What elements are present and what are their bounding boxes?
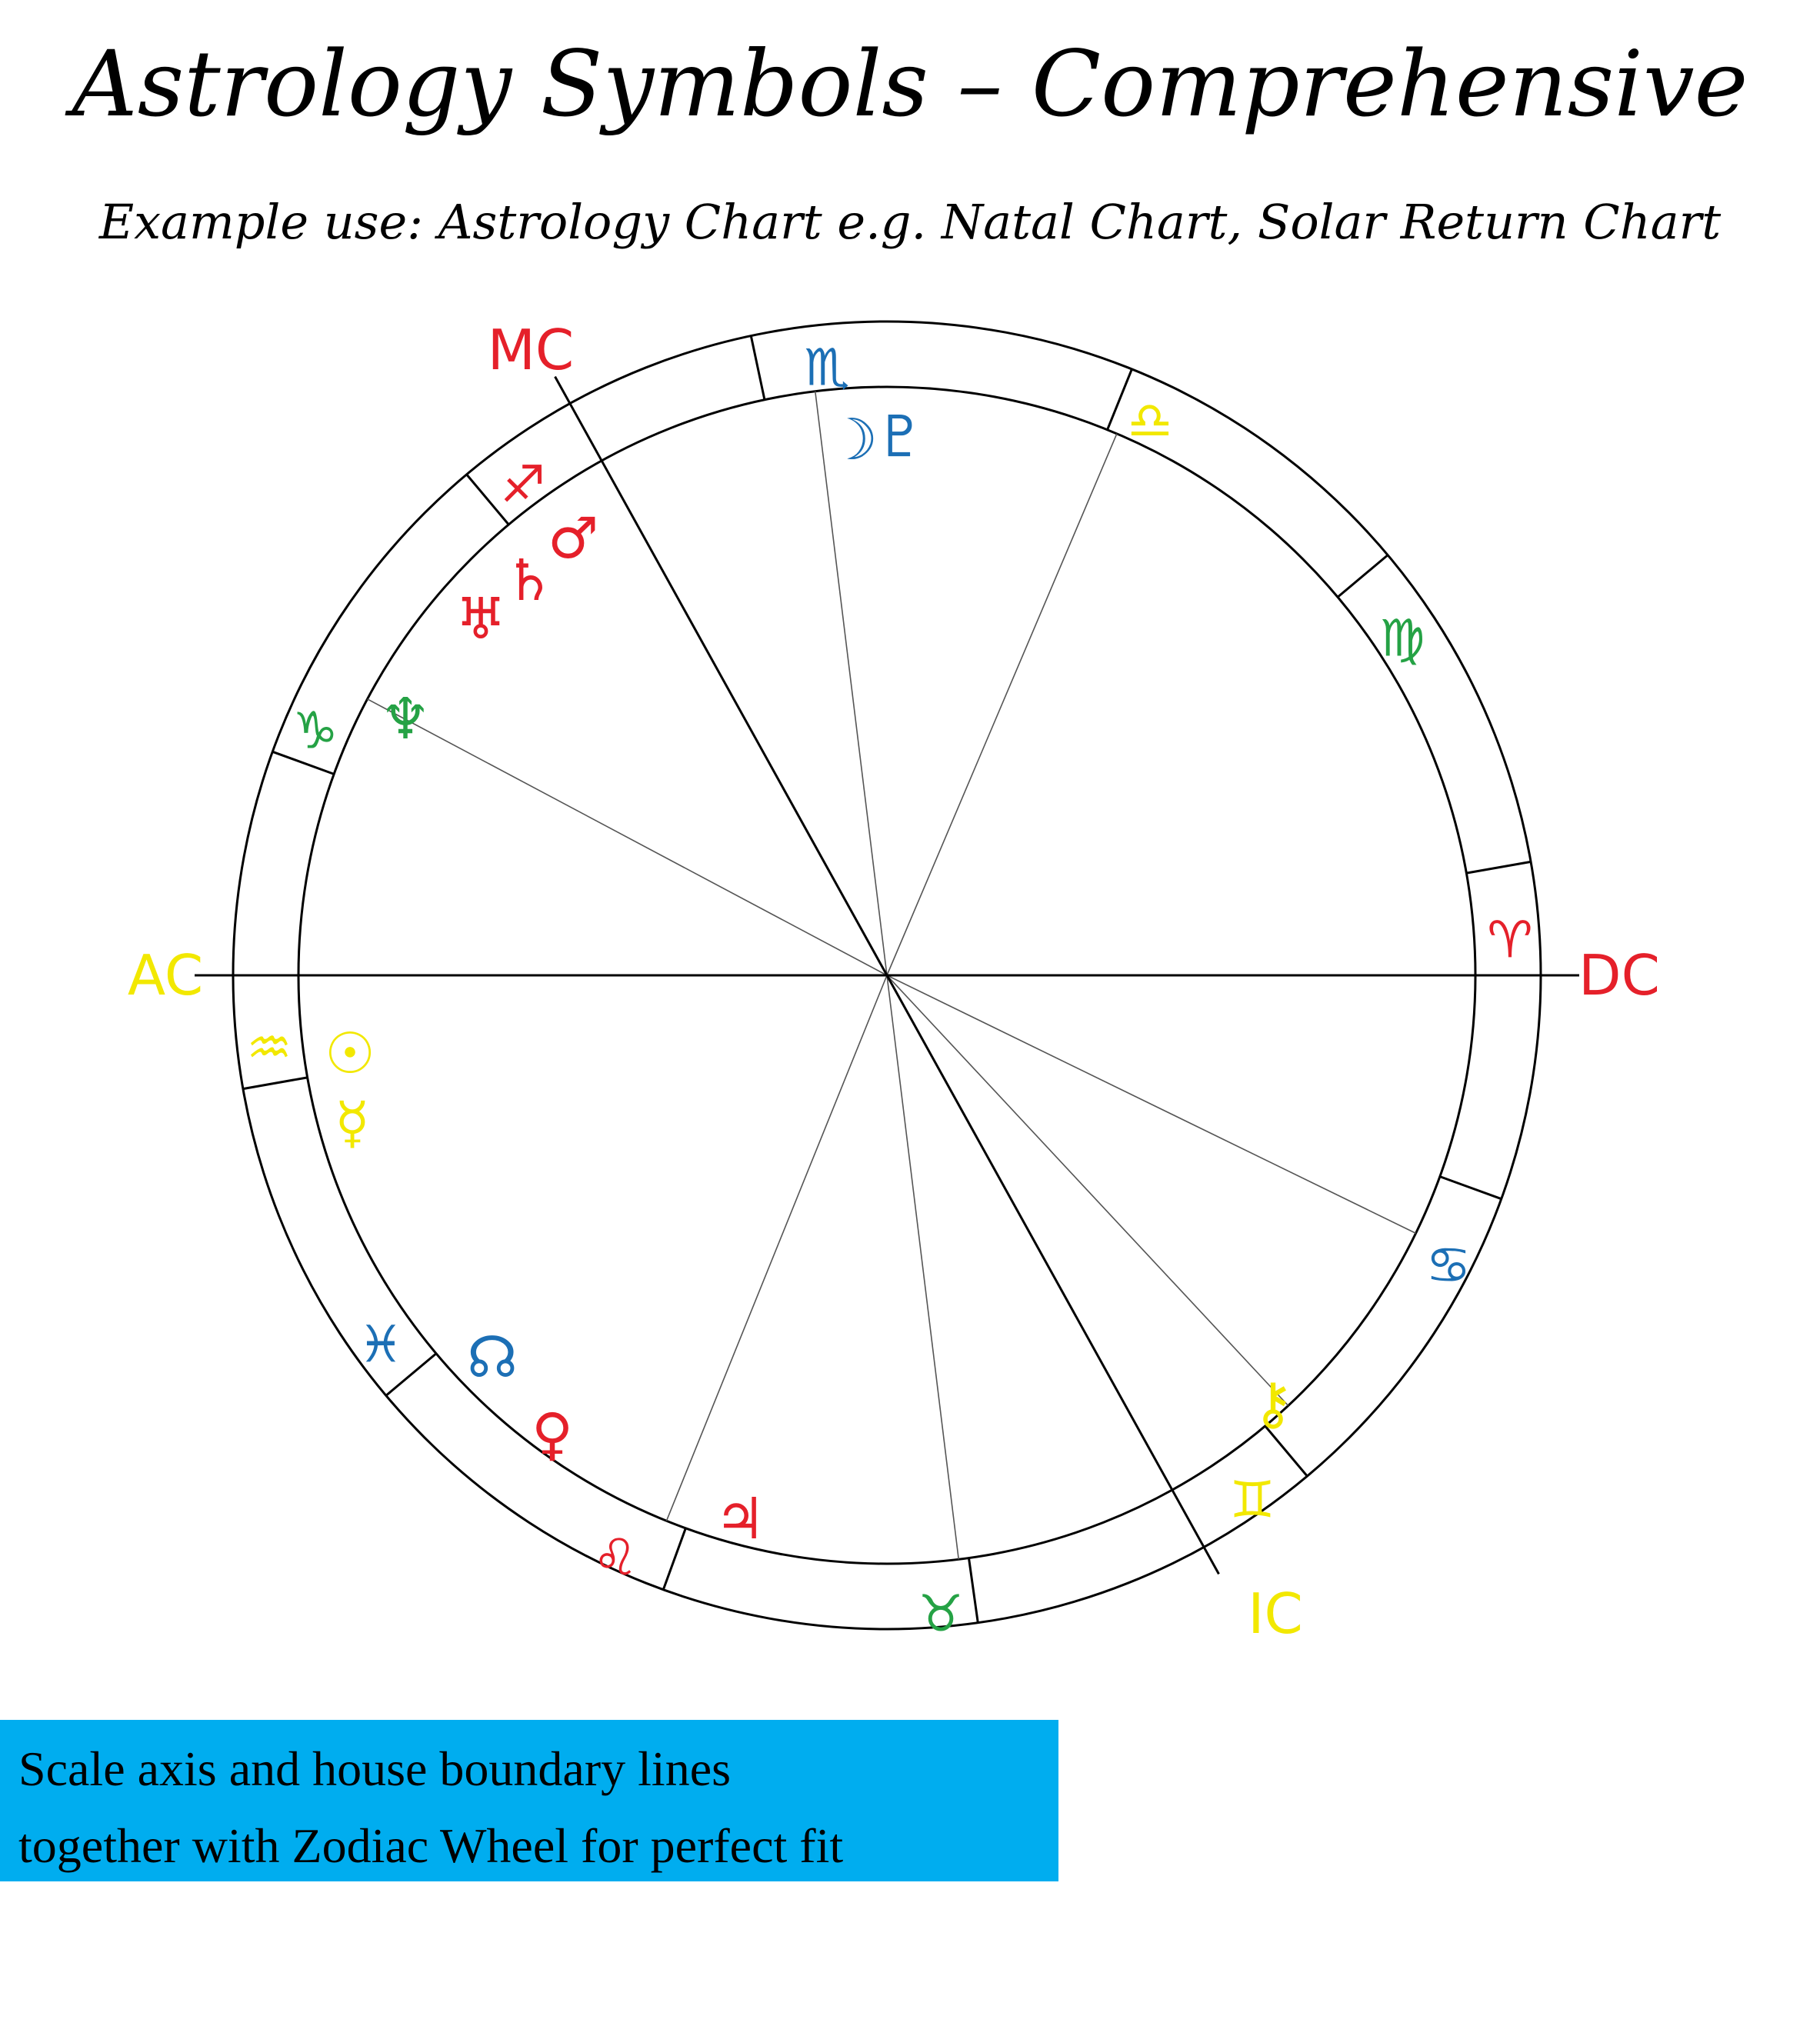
zodiac-libra-icon: ♎ [1127,391,1173,451]
sign-divider-4 [751,336,765,400]
zodiac-cancer-icon: ♋ [1425,1235,1472,1295]
zodiac-virgo-icon: ♍ [1379,608,1425,668]
axis-label-dc: DC [1578,943,1660,1008]
planet-moon-icon: ☽ [826,407,878,473]
info-note-line-1: Scale axis and house boundary lines [18,1741,731,1796]
info-note-line-2: together with Zodiac Wheel for perfect fit [18,1818,844,1873]
zodiac-pisces-icon: ♓ [358,1315,404,1375]
sign-divider-7 [243,1078,308,1089]
house-cusp-line-8 [887,975,958,1559]
zodiac-scorpio-icon: ♏ [804,338,850,398]
info-note [0,1720,1058,1881]
zodiac-sagittarius-icon: ♐ [500,455,546,515]
sign-divider-1 [1466,861,1531,873]
zodiac-leo-icon: ♌ [592,1528,638,1588]
planet-venus-icon: ♀ [531,1401,574,1468]
house-cusp-line-9 [666,975,887,1521]
zodiac-capricorn-icon: ♑ [292,701,338,761]
planet-pluto-icon: ♇ [874,404,926,470]
planet-mercury-icon: ☿ [335,1090,370,1156]
page-title: Astrology Symbols – Comprehensive [72,31,1748,137]
house-cusp-line-1 [368,699,887,975]
axis-label-ic: IC [1248,1581,1303,1646]
axis-label-mc: MC [487,318,575,382]
zodiac-taurus-icon: ♉ [918,1584,964,1644]
planet-jupiter-icon: ♃ [714,1486,766,1552]
planet-neptune-icon: ♆ [379,686,432,752]
zodiac-aries-icon: ♈ [1487,910,1533,970]
planet-saturn-icon: ♄ [503,548,555,614]
house-cusp-line-3 [887,434,1117,975]
sign-divider-10 [968,1558,978,1623]
page-subtitle: Example use: Astrology Chart e.g. Natal Chart, Solar Return Chart [98,194,1722,250]
planet-north-node-icon: ☊ [467,1325,518,1391]
sign-divider-12 [1440,1177,1502,1199]
axis-label-ac: AC [127,943,204,1008]
zodiac-aquarius-icon: ♒ [246,1018,292,1078]
sign-divider-9 [663,1528,685,1590]
house-cusp-line-6 [887,975,1288,1405]
zodiac-gemini-icon: ♊ [1229,1470,1275,1530]
planet-mars-icon: ♂ [547,505,599,571]
house-cusp-line-2 [815,392,887,975]
sign-divider-2 [1338,555,1388,598]
planet-chiron-icon: ⚷ [1252,1371,1295,1437]
planet-uranus-icon: ♅ [455,586,507,652]
house-cusp-line-5 [887,975,1416,1233]
planet-sun-icon: ☉ [324,1021,376,1087]
